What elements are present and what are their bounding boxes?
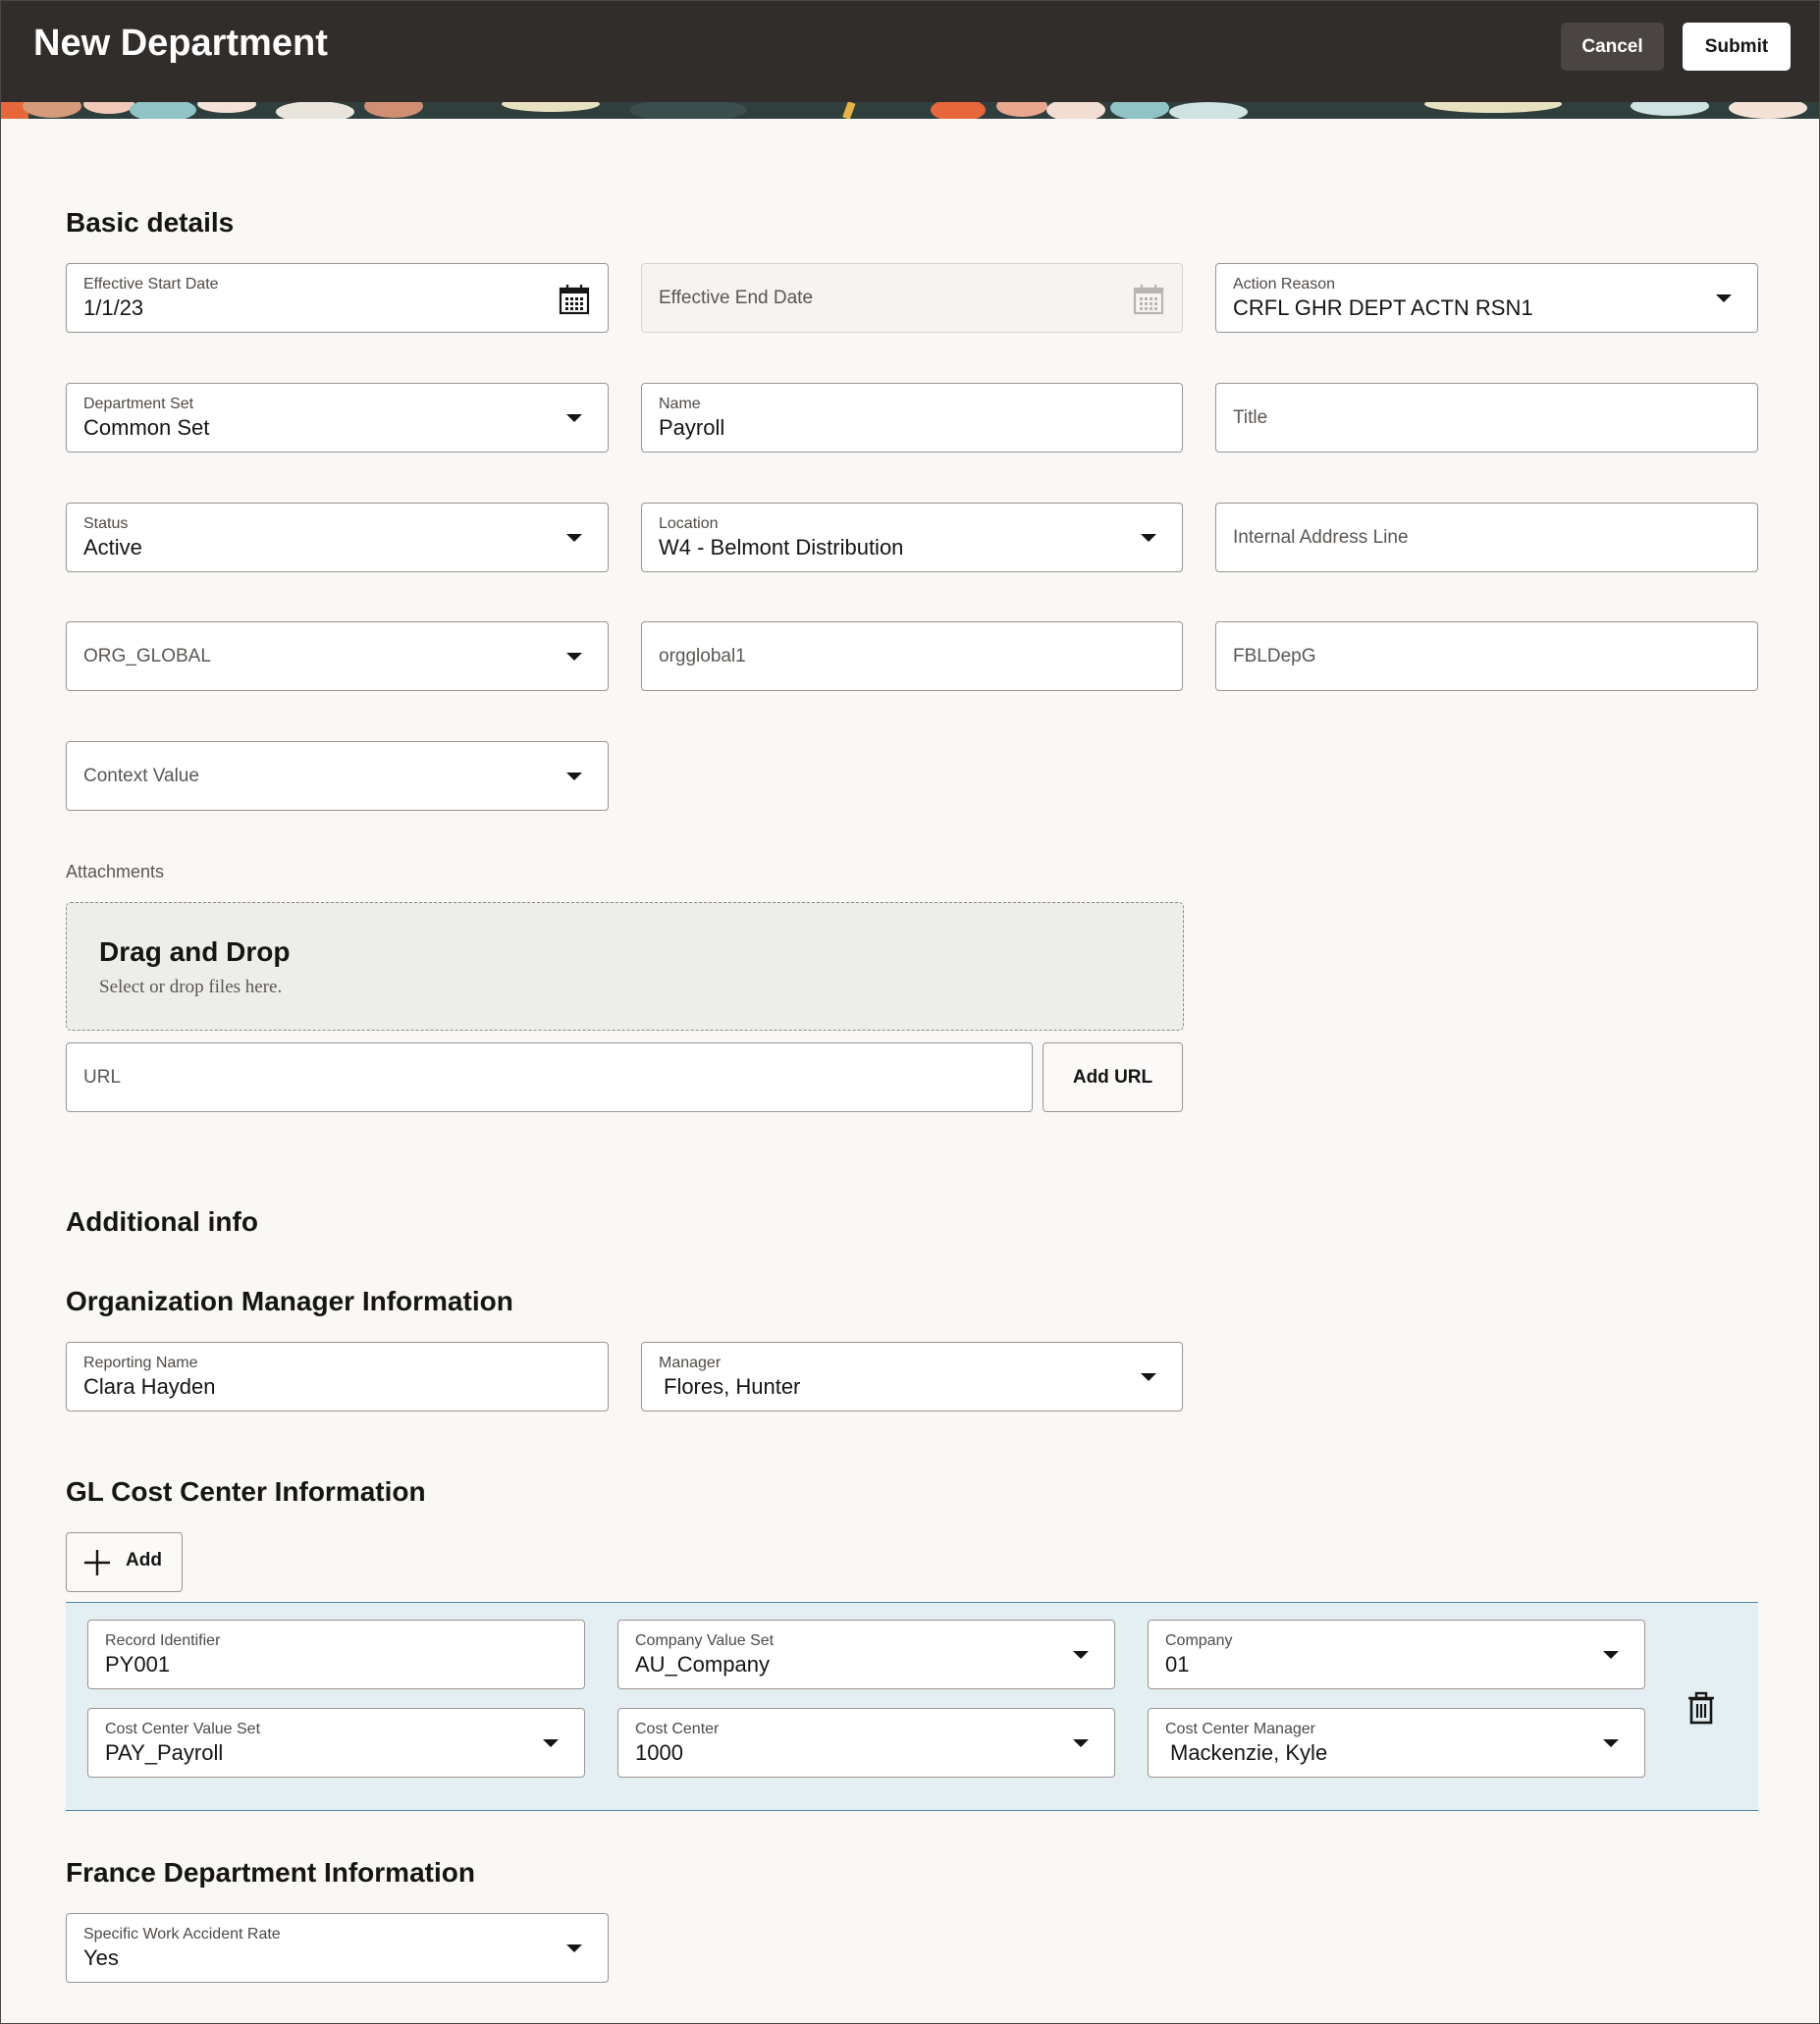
title-field[interactable] bbox=[1215, 383, 1758, 453]
chevron-down-icon[interactable] bbox=[1141, 534, 1156, 542]
context-value-select[interactable] bbox=[66, 741, 609, 811]
record-identifier-field[interactable] bbox=[87, 1620, 585, 1689]
chevron-down-icon[interactable] bbox=[566, 1944, 582, 1952]
specific-work-accident-rate-select[interactable] bbox=[66, 1913, 609, 1983]
chevron-down-icon[interactable] bbox=[566, 772, 582, 780]
orgglobal1-field[interactable] bbox=[641, 621, 1183, 691]
effective-end-date-placeholder: Effective End Date bbox=[659, 288, 814, 308]
cost-center-manager-select[interactable] bbox=[1148, 1708, 1645, 1778]
context-value-placeholder: Context Value bbox=[83, 766, 199, 786]
trash-icon[interactable] bbox=[1686, 1691, 1716, 1725]
chevron-down-icon[interactable] bbox=[1716, 294, 1732, 302]
title-placeholder: Title bbox=[1233, 407, 1268, 428]
cost-center-label: Cost Center bbox=[635, 1721, 720, 1737]
company-select[interactable] bbox=[1148, 1620, 1645, 1689]
action-reason-label: Action Reason bbox=[1233, 276, 1336, 293]
internal-address-line-placeholder: Internal Address Line bbox=[1233, 527, 1409, 548]
url-input[interactable] bbox=[66, 1042, 1033, 1112]
file-dropzone[interactable] bbox=[66, 902, 1184, 1031]
attachments-label: Attachments bbox=[66, 862, 165, 881]
add-cost-center-button[interactable] bbox=[66, 1532, 183, 1592]
header-bar bbox=[1, 1, 1820, 102]
name-field[interactable] bbox=[641, 383, 1183, 453]
manager-select[interactable] bbox=[641, 1342, 1183, 1411]
specific-work-accident-rate-label: Specific Work Accident Rate bbox=[83, 1926, 281, 1943]
chevron-down-icon[interactable] bbox=[566, 414, 582, 422]
action-reason-select[interactable] bbox=[1215, 263, 1758, 333]
manager-label: Manager bbox=[659, 1355, 722, 1371]
department-set-value: Common Set bbox=[83, 415, 210, 440]
action-reason-value: CRFL GHR DEPT ACTN RSN1 bbox=[1233, 295, 1533, 320]
specific-work-accident-rate-value: Yes bbox=[83, 1945, 119, 1970]
org-global-placeholder: ORG_GLOBAL bbox=[83, 646, 211, 666]
effective-start-date-label: Effective Start Date bbox=[83, 276, 219, 293]
plus-icon bbox=[83, 1549, 111, 1576]
fbldepg-placeholder: FBLDepG bbox=[1233, 646, 1316, 666]
chevron-down-icon[interactable] bbox=[566, 653, 582, 661]
chevron-down-icon[interactable] bbox=[1603, 1739, 1619, 1747]
cost-center-select[interactable] bbox=[617, 1708, 1115, 1778]
cost-center-manager-label: Cost Center Manager bbox=[1165, 1721, 1315, 1737]
calendar-icon[interactable] bbox=[559, 284, 590, 315]
cost-center-value-set-value: PAY_Payroll bbox=[105, 1740, 224, 1765]
location-select[interactable] bbox=[641, 503, 1183, 572]
status-select[interactable] bbox=[66, 503, 609, 572]
cost-center-value: 1000 bbox=[635, 1740, 683, 1765]
add-button-label: Add bbox=[126, 1550, 162, 1571]
name-value: Payroll bbox=[659, 415, 725, 440]
org-manager-heading: Organization Manager Information bbox=[66, 1286, 513, 1316]
company-value-set-value: AU_Company bbox=[635, 1652, 770, 1677]
status-label: Status bbox=[83, 515, 129, 532]
record-identifier-label: Record Identifier bbox=[105, 1632, 221, 1649]
internal-address-line-field[interactable] bbox=[1215, 503, 1758, 572]
chevron-down-icon[interactable] bbox=[566, 534, 582, 542]
company-value: 01 bbox=[1165, 1652, 1190, 1677]
reporting-name-label: Reporting Name bbox=[83, 1355, 198, 1371]
company-value-set-select[interactable] bbox=[617, 1620, 1115, 1689]
chevron-down-icon[interactable] bbox=[1141, 1373, 1156, 1381]
additional-info-heading: Additional info bbox=[66, 1206, 258, 1237]
cost-center-value-set-select[interactable] bbox=[87, 1708, 585, 1778]
effective-start-date-value: 1/1/23 bbox=[83, 295, 144, 320]
url-placeholder: URL bbox=[83, 1067, 122, 1088]
record-identifier-value: PY001 bbox=[105, 1652, 171, 1677]
org-global-select[interactable] bbox=[66, 621, 609, 691]
reporting-name-field[interactable] bbox=[66, 1342, 609, 1411]
dropzone-title: Drag and Drop bbox=[99, 936, 291, 967]
add-url-button[interactable]: Add URL bbox=[1043, 1042, 1183, 1112]
orgglobal1-placeholder: orgglobal1 bbox=[659, 646, 746, 666]
chevron-down-icon[interactable] bbox=[1073, 1651, 1089, 1659]
company-label: Company bbox=[1165, 1632, 1233, 1649]
chevron-down-icon[interactable] bbox=[1073, 1739, 1089, 1747]
chevron-down-icon[interactable] bbox=[543, 1739, 559, 1747]
cost-center-manager-value: Mackenzie, Kyle bbox=[1170, 1740, 1328, 1765]
effective-end-date-field bbox=[641, 263, 1183, 333]
page-title: New Department bbox=[33, 23, 328, 64]
name-label: Name bbox=[659, 396, 701, 412]
effective-start-date-field[interactable] bbox=[66, 263, 609, 333]
reporting-name-value: Clara Hayden bbox=[83, 1374, 216, 1399]
status-value: Active bbox=[83, 535, 142, 559]
location-value: W4 - Belmont Distribution bbox=[659, 535, 904, 559]
location-label: Location bbox=[659, 515, 719, 532]
cancel-button[interactable]: Cancel bbox=[1561, 23, 1664, 71]
submit-button[interactable]: Submit bbox=[1683, 23, 1791, 71]
manager-value: Flores, Hunter bbox=[664, 1374, 801, 1399]
chevron-down-icon[interactable] bbox=[1603, 1651, 1619, 1659]
basic-details-heading: Basic details bbox=[66, 207, 235, 238]
department-set-label: Department Set bbox=[83, 396, 194, 412]
fbldepg-field[interactable] bbox=[1215, 621, 1758, 691]
gl-cost-center-heading: GL Cost Center Information bbox=[66, 1476, 426, 1507]
company-value-set-label: Company Value Set bbox=[635, 1632, 775, 1649]
france-department-heading: France Department Information bbox=[66, 1857, 475, 1888]
dropzone-subtitle: Select or drop files here. bbox=[99, 977, 283, 997]
department-set-select[interactable] bbox=[66, 383, 609, 453]
decorative-banner bbox=[1, 102, 1820, 119]
cost-center-value-set-label: Cost Center Value Set bbox=[105, 1721, 261, 1737]
calendar-icon-disabled bbox=[1133, 284, 1164, 315]
